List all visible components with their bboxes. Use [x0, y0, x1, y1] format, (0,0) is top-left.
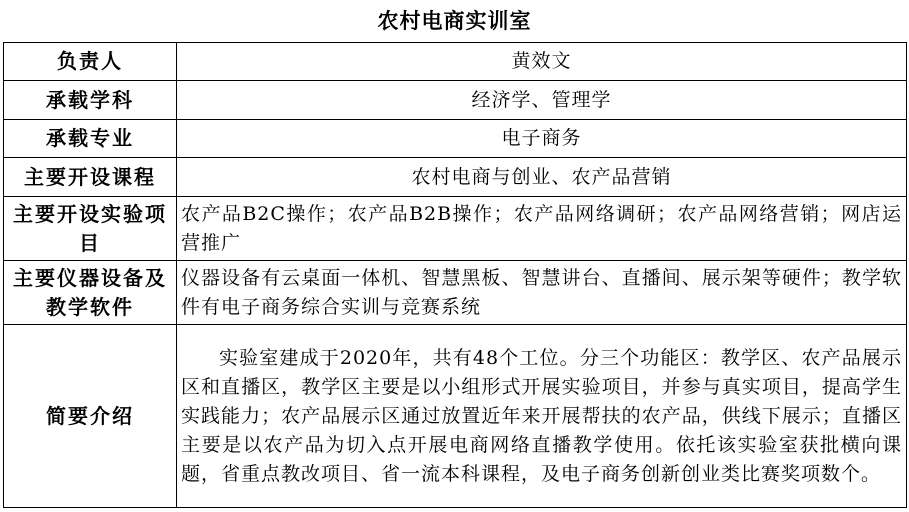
value-major: 电子商务 [177, 120, 907, 158]
table-row-disciplines [4, 81, 907, 120]
page-title: 农村电商实训室 [377, 8, 532, 33]
value-experiments: 农产品B2C操作；农产品B2B操作；农产品网络调研；农产品网络营销；网店运营推广 [177, 197, 907, 261]
value-disciplines: 经济学、管理学 [177, 81, 907, 120]
table-row-experiments [4, 197, 907, 261]
table-row-major [4, 120, 907, 158]
value-equipment: 仪器设备有云桌面一体机、智慧黑板、智慧讲台、直播间、展示架等硬件；教学软件有电子商务综合实训与竞赛系统 [177, 261, 907, 325]
label-major: 承载专业 [4, 120, 177, 158]
label-equipment: 主要仪器设备及教学软件 [4, 261, 177, 325]
table-row-courses [4, 158, 907, 197]
value-director: 黄效文 [177, 43, 907, 81]
value-introduction: 实验室建成于2020年，共有48个工位。分三个功能区：教学区、农产品展示区和直播区，教学区主要是以小组形式开展实验项目，并参与真实项目，提高学生实践能力；农产品展示区通过放置近年来开展帮扶的农产品，供线下展示；直播区主要是以农产品为切入点开展电商网络直播教学使用。依托该实验室获批横向课题，省重点教改项目、省一流本科课程，及电子商务创新创业类比赛奖项数个。 [177, 325, 907, 508]
info-table [3, 42, 907, 508]
label-disciplines: 承载学科 [4, 81, 177, 120]
table-row-equipment [4, 261, 907, 325]
label-courses: 主要开设课程 [4, 158, 177, 197]
label-director: 负责人 [4, 43, 177, 81]
label-experiments: 主要开设实验项目 [4, 197, 177, 261]
table-row-introduction [4, 325, 907, 508]
table-row-director [4, 43, 907, 81]
label-introduction: 简要介绍 [4, 325, 177, 508]
value-courses: 农村电商与创业、农产品营销 [177, 158, 907, 197]
